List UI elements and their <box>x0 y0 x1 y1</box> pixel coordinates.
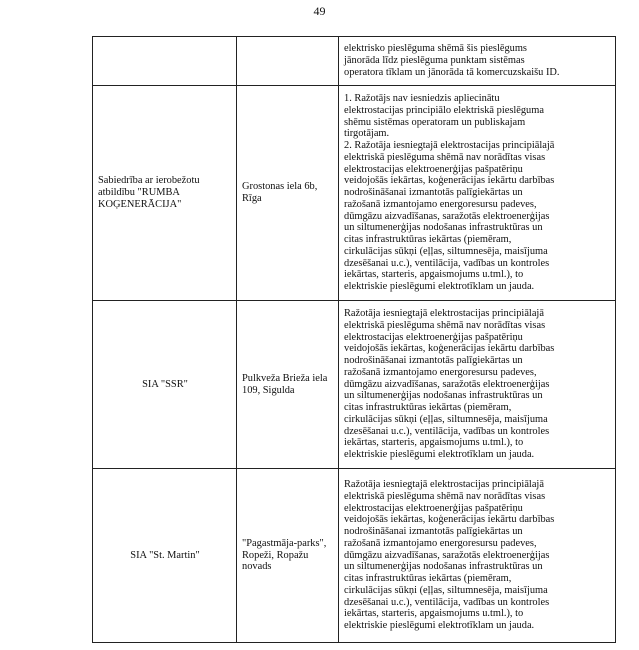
remark-line: veidojošās iekārtas, koģenerācijas iekārtu darbības <box>344 514 555 526</box>
address-cell <box>237 37 339 86</box>
remark-line: tirgotājam. <box>344 128 390 140</box>
remark-line: 2. Ražotāja iesniegtajā elektrostacijas principiālajā <box>344 140 555 152</box>
page-number: 49 <box>313 4 326 18</box>
remark-line: nodrošināšanai izmantotās palīgiekārtas un <box>344 526 523 538</box>
remark-line: un siltumenerģijas nodošanas infrastruktūras un <box>344 561 543 573</box>
address-cell <box>237 86 339 301</box>
remark-line: citas infrastruktūras iekārtas (piemēram, <box>344 234 512 246</box>
remark-line: ražošanā izmantojamo energoresursu padeves, <box>344 198 537 210</box>
remark-line: elektrostacijas elektroenerģijas pašpatēriņu <box>344 163 523 175</box>
address-cell <box>237 301 339 469</box>
remark-line: iekārtas, starteris, apgaismojums u.tml.), to <box>344 437 524 449</box>
remark-line: shēmu sistēmas operatoram un publiskajam <box>344 116 526 128</box>
remark-line: nodrošināšanai izmantotās palīgiekārtas un <box>344 355 523 367</box>
remark-line: jānorāda līdz pieslēguma punktam sistēmas <box>344 55 525 67</box>
remark-line: dzesēšanai u.c.), ventilācija, vadības un kontroles <box>344 596 550 608</box>
company-cell <box>93 37 237 86</box>
company-name-line: KOĢENERĀCIJA" <box>98 198 182 210</box>
remark-line: dzesēšanai u.c.), ventilācija, vadības un kontroles <box>344 425 550 437</box>
remark-line: dūmgāzu aizvadīšanas, saražotās elektroenerģijas <box>344 549 550 561</box>
remark-line: dzesēšanai u.c.), ventilācija, vadības un kontroles <box>344 257 550 269</box>
remark-line: ražošanā izmantojamo energoresursu padeves, <box>344 366 537 378</box>
remark-line: un siltumenerģijas nodošanas infrastruktūras un <box>344 222 543 234</box>
company-cell <box>93 469 237 643</box>
company-cell <box>93 301 237 469</box>
remark-line: operatora tīklam un jānorāda tā komercuzskaišu ID. <box>344 66 560 78</box>
address-line: novads <box>242 561 272 573</box>
remark-line: dūmgāzu aizvadīšanas, saražotās elektroenerģijas <box>344 378 550 390</box>
address-cell <box>237 469 339 643</box>
table-row <box>93 37 616 86</box>
remark-line: un siltumenerģijas nodošanas infrastruktūras un <box>344 390 543 402</box>
remark-line: citas infrastruktūras iekārtas (piemēram, <box>344 573 512 585</box>
remark-line: cirkulācijas sūkņi (eļļas, siltumnesēja, maisījuma <box>344 245 548 257</box>
producers-table <box>92 36 616 643</box>
company-name-line: atbildību "RUMBA <box>98 187 180 199</box>
company-cell <box>93 86 237 301</box>
remark-line: Ražotāja iesniegtajā elektrostacijas principiālajā <box>344 308 544 320</box>
remark-line: elektrostacijas elektroenerģijas pašpatēriņu <box>344 331 523 343</box>
remark-line: elektrisko pieslēguma shēmā šis pieslēgums <box>344 43 527 55</box>
address-line: "Pagastmāja-parks", <box>242 537 327 549</box>
company-name-line: Sabiedrība ar ierobežotu <box>98 175 200 187</box>
remark-line: iekārtas, starteris, apgaismojums u.tml.), to <box>344 608 524 620</box>
remark-line: elektriskie pieslēgumi elektrotīklam un jauda. <box>344 281 535 293</box>
remark-line: elektrostacijas elektroenerģijas pašpatēriņu <box>344 502 523 514</box>
remark-line: elektriskā pieslēguma shēmā nav norādītas visas <box>344 151 546 163</box>
remark-line: elektriskie pieslēgumi elektrotīklam un jauda. <box>344 449 535 461</box>
company-name-line: SIA "SSR" <box>142 378 188 390</box>
remark-line: ražošanā izmantojamo energoresursu padeves, <box>344 537 537 549</box>
remark-cell <box>339 469 616 643</box>
remark-line: elektriskā pieslēguma shēmā nav norādītas visas <box>344 319 546 331</box>
remark-line: elektriskie pieslēgumi elektrotīklam un jauda. <box>344 620 535 632</box>
company-name-line: SIA "St. Martin" <box>130 549 200 561</box>
address-line: Grostonas iela 6b, <box>242 181 318 193</box>
remark-line: dūmgāzu aizvadīšanas, saražotās elektroenerģijas <box>344 210 550 222</box>
remark-line: citas infrastruktūras iekārtas (piemēram, <box>344 402 512 414</box>
address-line: Rīga <box>242 193 262 204</box>
remark-cell <box>339 86 616 301</box>
table-row <box>93 86 616 301</box>
remark-line: veidojošās iekārtas, koģenerācijas iekārtu darbības <box>344 343 555 355</box>
remark-cell <box>339 301 616 469</box>
remark-line: Ražotāja iesniegtajā elektrostacijas principiālajā <box>344 479 544 491</box>
remark-line: cirkulācijas sūkņi (eļļas, siltumnesēja, maisījuma <box>344 584 548 596</box>
table-row <box>93 469 616 643</box>
remark-line: 1. Ražotājs nav iesniedzis apliecinātu <box>344 93 500 105</box>
remark-line: veidojošās iekārtas, koģenerācijas iekārtu darbības <box>344 175 555 187</box>
remark-line: nodrošināšanai izmantotās palīgiekārtas un <box>344 187 523 199</box>
remark-line: elektriskā pieslēguma shēmā nav norādītas visas <box>344 490 546 502</box>
address-line: Ropeži, Ropažu <box>242 549 309 561</box>
address-line: Pulkveža Brieža iela <box>242 372 328 384</box>
remark-line: iekārtas, starteris, apgaismojums u.tml.), to <box>344 269 524 281</box>
remark-line: elektrostacijas principiālo elektriskā pieslēguma <box>344 104 544 116</box>
remark-cell <box>339 37 616 86</box>
address-line: 109, Sigulda <box>242 384 295 396</box>
table-row <box>93 301 616 469</box>
remark-line: cirkulācijas sūkņi (eļļas, siltumnesēja, maisījuma <box>344 413 548 425</box>
